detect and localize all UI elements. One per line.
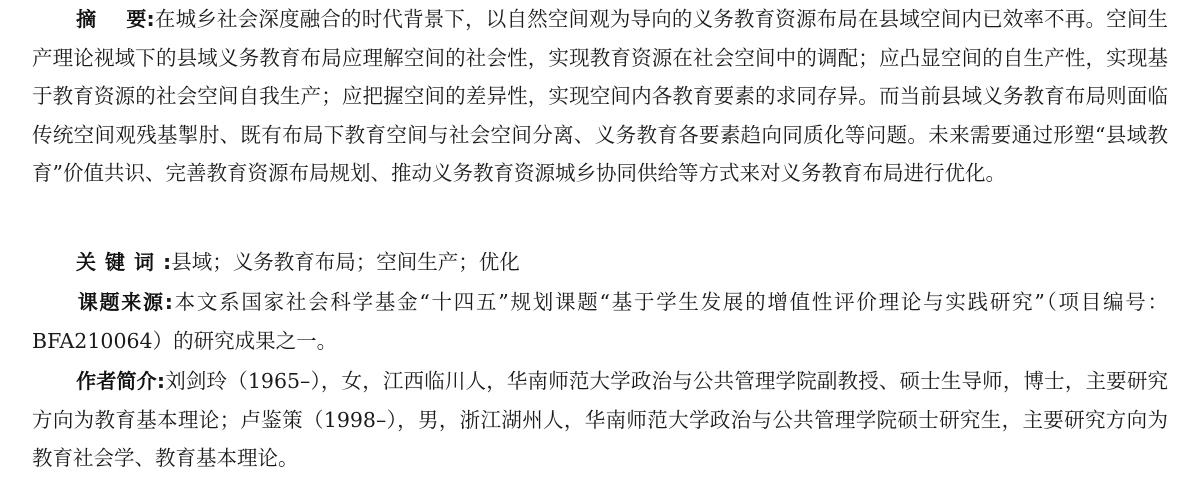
- abstract-label-char-1: 摘: [76, 7, 127, 31]
- abstract-label-char-2: 要: [126, 7, 147, 31]
- author-colon: :: [156, 369, 166, 393]
- keywords-section: [32, 243, 1168, 282]
- keywords-text: 县域；义务教育布局；空间生产；优化: [171, 250, 520, 274]
- funding-colon: :: [164, 290, 173, 314]
- keywords-colon: :: [163, 250, 172, 274]
- abstract-label: [76, 7, 147, 31]
- author-label: 作者简介: [76, 369, 157, 393]
- funding-label: 课题来源: [76, 290, 165, 314]
- abstract-text: 在城乡社会深度融合的时代背景下，以自然空间观为导向的义务教育资源布局在县域空间内已效率不再。空间生产理论视域下的县域义务教育布局应理解空间的社会性，实现教育资源在社会空间中的调配；应凸显空间的自生产性，实现基于教育资源的社会空间自我生产；应把握空间的差异性，实现空间内各教育要素的求同存异。而当前县域义务教育布局则面临传统空间观残基掣肘、既有布局下教育空间与社会空间分离、义务教育各要素趋向同质化等问题。未来需要通过形塑“县域教育”价值共识、完善教育资源布局规划、推动义务教育资源城乡协同供给等方式来对义务教育布局进行优化。: [32, 7, 1169, 185]
- funding-section: [32, 283, 1168, 360]
- abstract-colon: :: [146, 7, 155, 31]
- author-bio-section: [32, 362, 1168, 478]
- author-text: 刘剑玲（1965–），女，江西临川人，华南师范大学政治与公共管理学院副教授、硕士生导师，博士，主要研究方向为教育基本理论；卢鉴策（1998–），男，浙江湖州人，华南师范大学政治与公共管理学院硕士研究生，主要研究方向为教育社会学、教育基本理论。: [32, 369, 1169, 470]
- funding-text: 本文系国家社会科学基金“十四五”规划课题“基于学生发展的增值性评价理论与实践研究”（项目编号：BFA210064）的研究成果之一。: [32, 290, 1169, 353]
- abstract-section: [32, 0, 1168, 193]
- keywords-label: 关键词: [76, 250, 163, 274]
